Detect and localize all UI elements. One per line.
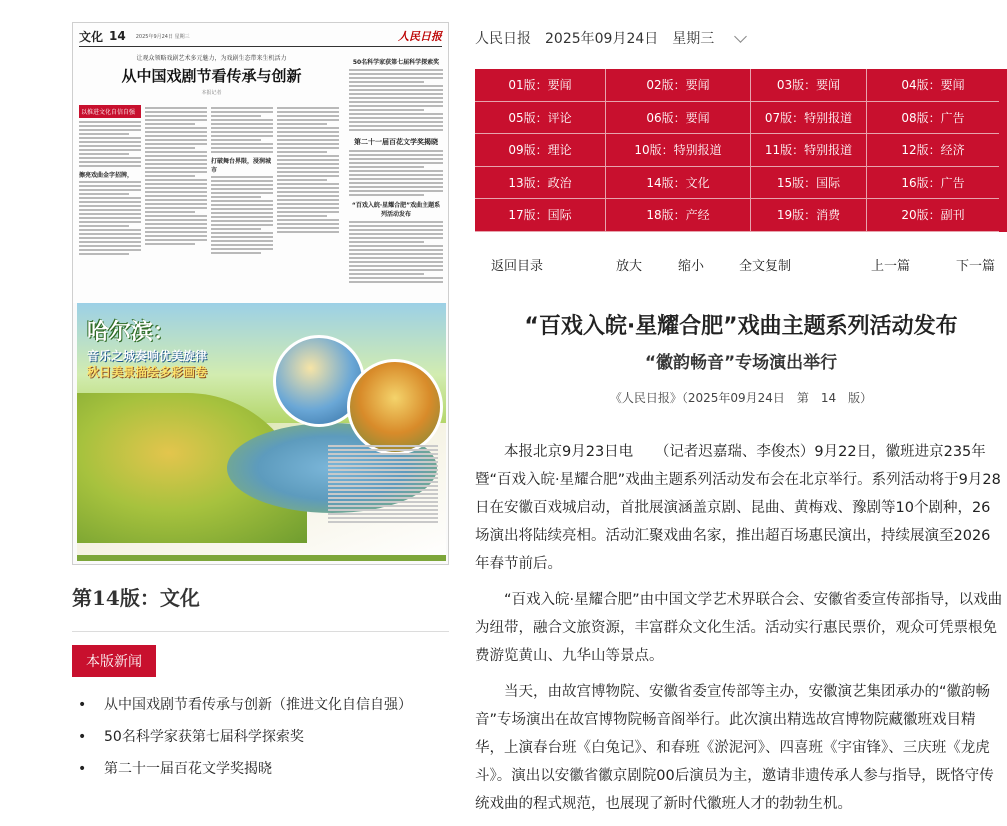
thumbnail-headline: 从中国戏剧节看传承与创新 (121, 67, 302, 85)
article-subtitle: “徽韵畅音”专场演出举行 (644, 353, 838, 373)
thumbnail-subheading: 打破舞台界限，浸润城市 (211, 158, 272, 174)
thumbnail-side-title: “百戏入皖·星耀合肥”戏曲主题系列活动发布 (351, 202, 441, 218)
copy-all-button[interactable]: 全文复制 (739, 259, 792, 274)
edition-grid (475, 69, 1007, 232)
left-panel (72, 22, 449, 791)
edition-link[interactable]: 12版：经济 (867, 134, 999, 167)
article-paragraph: 当天，由故宫博物院、安徽省委宣传部等主办，安徽演艺集团承办的“徽韵畅音”专场演出在故宫博物院畅音阁举行。此次演出精选故宫博物院藏徽班戏目精华，上演春台班《白兔记》、和春班《淤泥河》、四喜班《宇宙锋》、三庆班《龙虎斗》。演出以安徽省徽京剧院00后演员为主，邀请非遗传承人参与指导，既恪守传统戏曲的程式规范，也展现了新时代徽班人才的勃勃生机。 (475, 684, 994, 812)
edition-link[interactable]: 11版：特别报道 (751, 134, 867, 167)
thumbnail-masthead (79, 29, 442, 47)
thumbnail-byline: 本报记者 (201, 90, 222, 96)
edition-link[interactable]: 17版：国际 (475, 199, 606, 232)
page-label: 第14版：文化 (72, 586, 200, 610)
page-thumbnail[interactable] (72, 22, 449, 565)
thumbnail-date: 2025年9月24日 星期三 (135, 33, 190, 40)
thumbnail-section: 文化 (79, 29, 104, 44)
article-title: “百戏入皖·星耀合肥”戏曲主题系列活动发布 (524, 314, 958, 339)
issue-date: 2025年09月24日 (545, 31, 659, 47)
issue-weekday: 星期三 (672, 31, 715, 47)
ad-tagline: 音乐之城奏响优美旋律 (87, 349, 208, 363)
edition-link[interactable]: 10版：特别报道 (606, 134, 751, 167)
edition-link[interactable]: 20版：副刊 (867, 199, 999, 232)
ad-text-block (328, 443, 438, 525)
article-body (475, 438, 1007, 826)
section-news-tab[interactable]: 本版新闻 (72, 645, 156, 677)
thumbnail-column (211, 105, 273, 257)
article-source: 《人民日报》（2025年09月24日 第 14 版） (609, 391, 873, 405)
edition-link[interactable]: 07版：特别报道 (751, 102, 867, 135)
edition-link[interactable]: 19版：消费 (751, 199, 867, 232)
article-toolbar (475, 255, 1007, 275)
next-article-link[interactable]: 下一篇 (956, 259, 996, 274)
chevron-down-icon[interactable] (734, 30, 747, 43)
thumbnail-column (145, 105, 207, 257)
edition-link[interactable]: 15版：国际 (751, 167, 867, 200)
divider (72, 631, 449, 632)
edition-link[interactable]: 13版：政治 (475, 167, 606, 200)
edition-link[interactable]: 06版：要闻 (606, 102, 751, 135)
zoom-in-button[interactable]: 放大 (616, 259, 643, 274)
thumbnail-kicker: 让观众领略戏剧艺术多元魅力，为戏剧生态带来生机活力 (136, 55, 287, 62)
thumbnail-column (79, 105, 141, 257)
edition-link[interactable]: 16版：广告 (867, 167, 999, 200)
thumbnail-advertisement (77, 303, 446, 561)
zoom-out-button[interactable]: 缩小 (678, 259, 705, 274)
date-selector[interactable] (475, 28, 745, 48)
ad-tagline: 秋日美景描绘多彩画卷 (87, 365, 208, 379)
thumbnail-column-tag: 以推进文化自信自强 (79, 105, 141, 118)
thumbnail-logo: 人民日报 (398, 30, 442, 43)
edition-link[interactable]: 03版：要闻 (751, 69, 867, 102)
edition-link[interactable]: 14版：文化 (606, 167, 751, 200)
edition-link[interactable]: 04版：要闻 (867, 69, 999, 102)
edition-link[interactable]: 09版：理论 (475, 134, 606, 167)
article-paragraph: 本报北京9月23日电 （记者迟嘉瑞、李俊杰）9月22日，徽班进京235年暨“百戏入皖·星耀合肥”戏曲主题系列活动发布会在北京举行。系列活动将于9月28日在安徽百戏城启动，首批展演涵盖京剧、昆曲、黄梅戏、豫剧等10个剧种，26场演出将陆续亮相。活动汇聚戏曲名家，推出超百场惠民演出，持续展演至2026年春节前后。 (475, 444, 1001, 572)
edition-link[interactable]: 01版：要闻 (475, 69, 606, 102)
article-paragraph: “百戏入皖·星耀合肥”由中国文学艺术界联合会、安徽省委宣传部指导，以戏曲为纽带，融合文旅资源，丰富群众文化生活。活动实行惠民票价，观众可凭票根免费游览黄山、九华山等景点。 (475, 592, 1003, 664)
back-to-index-link[interactable]: 返回目录 (491, 259, 544, 274)
news-link[interactable]: • 第二十一届百花文学奖揭晓 (72, 759, 449, 791)
thumbnail-subheading: 擦亮戏曲金字招牌， (79, 172, 134, 179)
thumbnail-side-title: 第二十一届百花文学奖揭晓 (354, 138, 438, 146)
news-list (72, 695, 449, 791)
edition-link[interactable]: 05版：评论 (475, 102, 606, 135)
news-link[interactable]: • 50名科学家获第七届科学探索奖 (72, 727, 449, 759)
thumbnail-columns (79, 105, 339, 257)
prev-article-link[interactable]: 上一篇 (871, 259, 911, 274)
thumbnail-side-column (349, 53, 443, 285)
news-link[interactable]: • 从中国戏剧节看传承与创新（推进文化自信自强） (72, 695, 449, 727)
thumbnail-column (277, 105, 339, 257)
edition-link[interactable]: 18版：产经 (606, 199, 751, 232)
edition-link[interactable]: 02版：要闻 (606, 69, 751, 102)
thumbnail-side-title: 50名科学家获第七届科学探索奖 (352, 59, 440, 66)
ad-title: 哈尔滨： (87, 319, 176, 345)
paper-name: 人民日报 (475, 31, 531, 47)
ad-photo-circle (347, 359, 443, 455)
edition-link[interactable]: 08版：广告 (867, 102, 999, 135)
thumbnail-page-number: 14 (109, 29, 126, 43)
thumbnail-article-area (73, 23, 448, 303)
